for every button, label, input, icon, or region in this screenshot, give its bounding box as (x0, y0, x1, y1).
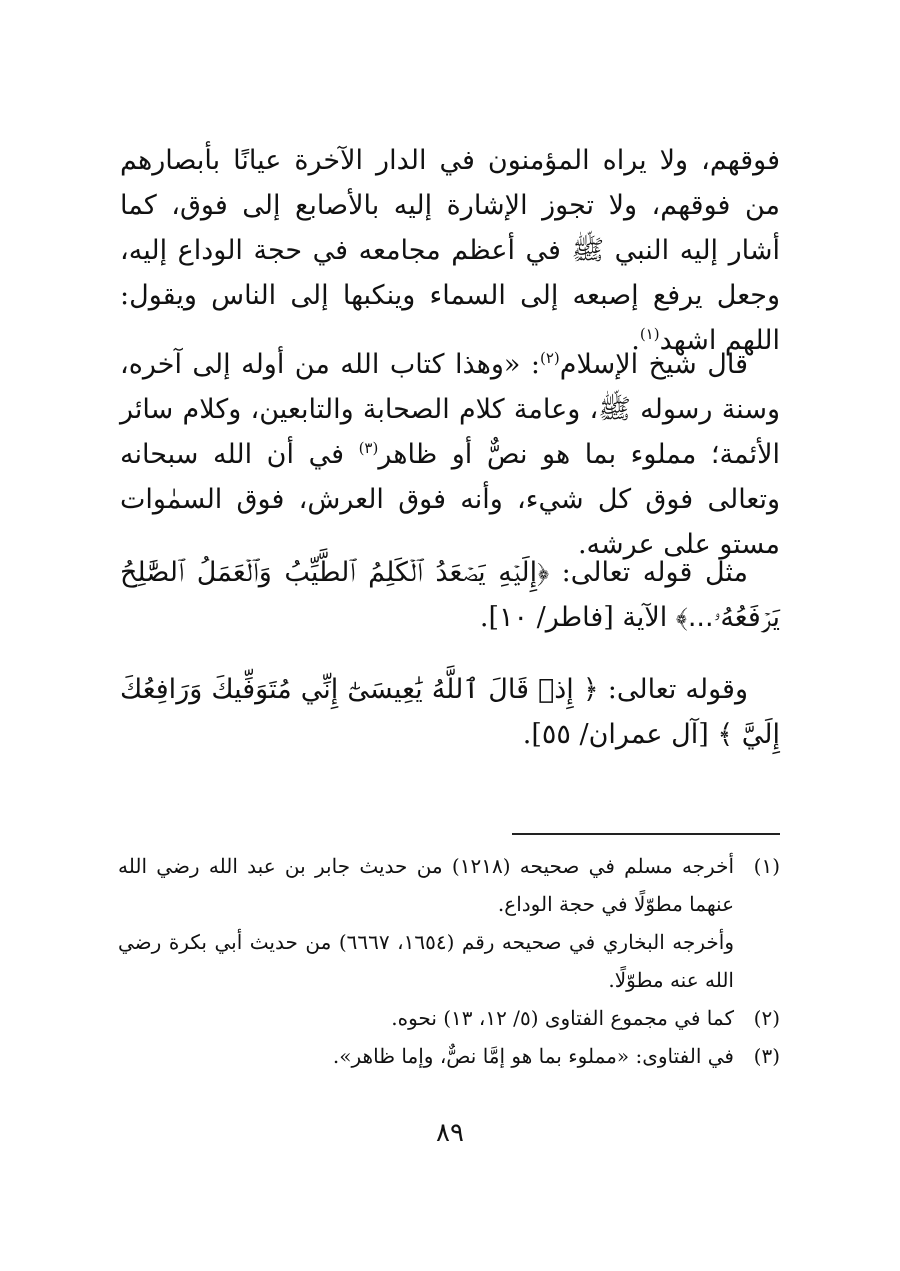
footnote-2 (118, 999, 780, 1037)
main-text (120, 138, 780, 363)
footnote-number: (٢) (753, 1006, 780, 1030)
paragraph-4 (120, 667, 780, 757)
main-text-2 (120, 342, 780, 567)
footnote-3 (118, 1037, 780, 1075)
main-text-3 (120, 550, 780, 640)
footnote-number: (٣) (753, 1044, 780, 1068)
quran-verse-fatir: ﴿إِلَيۡهِ يَصۡعَدُ ٱلۡكَلِمُ ٱلطَّيِّبُ وَٱلۡعَمَلُ ٱلصَّٰلِحُ يَرۡفَعُهُۥ...﴾ (120, 557, 780, 633)
footnote-text: في الفتاوى: «مملوء بما هو إمَّا نصٌّ، وإما ظاهر». (332, 1044, 734, 1068)
paragraph-3 (120, 550, 780, 640)
paragraph-2 (120, 342, 780, 567)
quran-verse-al-imran: ﴿ إِذۡ قَالَ ٱللَّهُ يَٰعِيسَىٰٓ إِنِّي مُتَوَفِّيكَ وَرَافِعُكَ إِلَيَّ ﴾ (120, 674, 780, 750)
page-number: ٨٩ (436, 1118, 464, 1148)
paragraph-4-text-b: [آل عمران/ ٥٥]. (522, 719, 718, 750)
paragraph-2-text-b: : «وهذا كتاب الله من أوله إلى آخره، وسنة رسوله ﷺ، وعامة كلام الصحابة والتابعين، وكلام سائر الأئمة؛ مملوء بما هو نصٌّ أو ظاهر (120, 349, 780, 470)
paragraph-2-text-c: في أن الله سبحانه وتعالى فوق كل شيء، وأنه فوق العرش، فوق السمٰوات مستو على عرشه. (120, 439, 780, 560)
paragraph-1-text: فوقهم، ولا يراه المؤمنون في الدار الآخرة عيانًا بأبصارهم من فوقهم، ولا تجوز الإشارة إليه بالأصابع إلى فوق، كما أشار إليه النبي ﷺ في أعظم مجامعه في حجة الوداع إليه، وجعل يرفع إصبعه إلى السماء وينكبها إلى الناس ويقول: اللهم اشهد (120, 145, 780, 356)
footnote-1 (118, 847, 780, 923)
footnote-number: (١) (753, 854, 780, 878)
main-text-4 (120, 667, 780, 757)
footnotes (118, 847, 780, 1075)
footnote-1-continuation: وأخرجه البخاري في صحيحه رقم (١٦٥٤، ٦٦٦٧) من حديث أبي بكرة رضي الله عنه مطوّلًا. (118, 930, 734, 992)
footnote-text: أخرجه مسلم في صحيحه (١٢١٨) من حديث جابر بن عبد الله رضي الله عنهما مطوّلًا في حجة الوداع. (118, 854, 734, 916)
paragraph-3-text-b: الآية [فاطر/ ١٠]. (479, 602, 676, 633)
paragraph-2-text-a: قال شيخ الإسلام (559, 349, 748, 380)
paragraph-3-text-a: مثل قوله تعالى: (549, 557, 748, 588)
paragraph-4-text-a: وقوله تعالى: (598, 674, 748, 705)
footnote-ref-1[interactable]: (١) (639, 325, 660, 343)
paragraph-1-end: . (631, 325, 640, 356)
footnote-ref-2[interactable]: (٢) (540, 349, 560, 367)
paragraph-1 (120, 138, 780, 363)
footnote-ref-3[interactable]: (٣) (358, 439, 379, 457)
footnote-separator (512, 833, 780, 835)
footnote-text: كما في مجموع الفتاوى (٥/ ١٢، ١٣) نحوه. (391, 1006, 734, 1030)
